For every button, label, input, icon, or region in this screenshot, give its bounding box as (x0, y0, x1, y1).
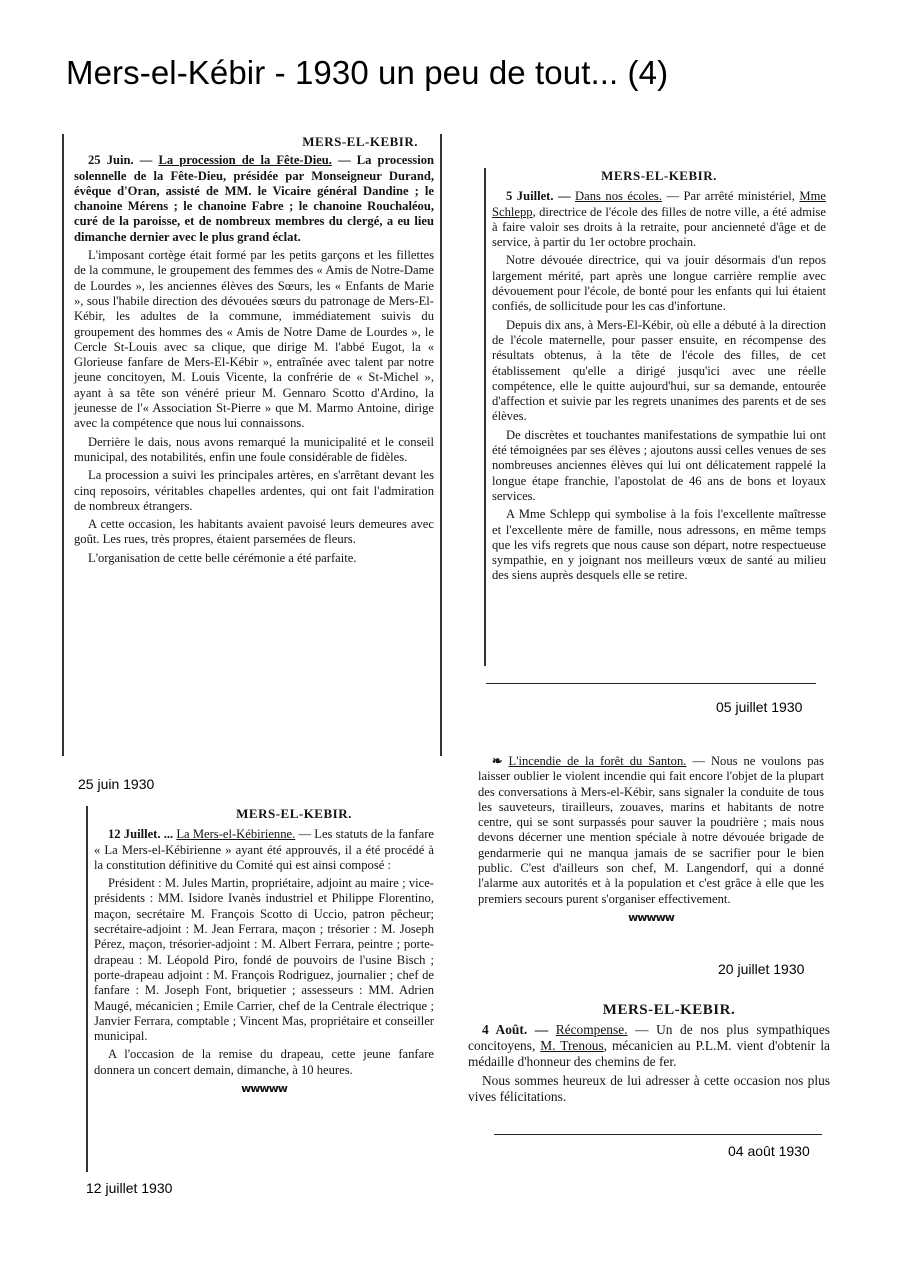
clipping-subject: La Mers-el-Kébirienne. (176, 827, 296, 842)
clipping-incendie (478, 754, 824, 960)
clipping-paragraph: — Nous ne voulons pas laisser oublier le violent incendie qui fait encore l'objet de la plupart des conversations à Mers-el-Kébir, sans signaler la conduite de tous les sauveteurs, tirailleurs, zouaves, marins et habitants de notre centre, qui se sont surpassés pour sauver la poudrière ; mais nous devons décerner une mention spéciale à notre dévouée brigade de gendarmerie qui ne manqua jamais de se sacrifier pour le bien public. C'est d'ailleurs son chef, M. Langendorf, qui a donné l'alarme aux autorités et à la population et c'est grâce à elle que les premiers secours purent s'organiser effectivement. (478, 754, 824, 906)
clipping-subject: La procession de la Fête-Dieu. (158, 153, 332, 168)
clipping-paragraph: Derrière le dais, nous avons remarqué la municipalité et le conseil municipal, des notabilités, enfin une foule considérable de fidèles. (74, 434, 434, 464)
page-title: Mers-el-Kébir - 1930 un peu de tout... (4) (66, 54, 669, 91)
clipping-text: — Par arrêté ministériel, (666, 189, 795, 204)
clipping-date-caption: 04 août 1930 (728, 1143, 810, 1159)
clipping-date-caption: 20 juillet 1930 (718, 961, 805, 977)
ornament-icon: wwwww (628, 910, 674, 924)
ornament-icon: wwwww (241, 1082, 287, 1096)
clipping-paragraph: A l'occasion de la remise du drapeau, cette jeune fanfare donnera un concert demain, dimanche, à 10 heures. (94, 1047, 434, 1077)
clipping-name: M. Trenous (540, 1038, 604, 1053)
clipping-paragraph: Président : M. Jules Martin, propriétaire, adjoint au maire ; vice-présidents : MM. Isidore Ivanès industriel et Philippe Florentino, maçon, secrétaire M. François Scotto di Uccio, patron pêcheur; secrétaire-adjoint : M. Jean Ferrara, maçon ; trésorier : M. Joseph Pérez, maçon, trésorier-adjoint : M. Albert Ferrara, peintre ; porte-drapeau : M. Léopold Piro, fondé de pouvoirs de l'usine Bisch ; porte-drapeau adjoint : M. François Rodriguez, journalier ; chef de fanfare : M. Joseph Font, briquetier ; assesseurs : MM. Adrien Maugé, mécanicien ; Emile Carrier, chef de la Centrale électrique ; Janvier Ferrara, comptable ; Vincent Mas, propriétaire et conseiller municipal. (94, 876, 434, 1044)
clipping-date: 12 Juillet. ... (108, 827, 174, 842)
clipping-date: 4 Août. — (482, 1022, 549, 1037)
clipping-paragraph: Notre dévouée directrice, qui va jouir désormais d'un repos largement mérité, part après une longue carrière remplie avec dévouement pour l'école, de bonté pour les enfants qui lui étaient confiés, de sollicitude pour les cas d'infortune. (492, 253, 826, 314)
clipping-date: 5 Juillet. — (506, 189, 571, 204)
clipping-header: MERS-EL-KEBIR. (601, 168, 717, 183)
clipping-ecoles (484, 168, 826, 666)
clipping-paragraph: L'imposant cortège était formé par les petits garçons et les fillettes de la commune, le groupement des femmes des « Amis de Notre-Dame de Lourdes », les anciennes élèves des Sœurs, les « Enfants de Marie », sous l'habile direction des dévouées sœurs du patronage de Mers-El-Kébir, les adultes de la commune, immédiatement suivis du groupement des hommes des « Amis de Notre Dame de Lourdes », le Cercle St-Louis avec sa clique, que dirige M. l'abbé Eugot, la « Glorieuse fanfare de Mers-El-Kébir », entraînée avec talent par notre jeune concitoyen, M. Louis Vicente, la confrérie de « St-Michel », ayant à sa tête son vénéré prieur M. Gennaro Scotto d'Ardino, la jeunesse de l'« Association St-Pierre » que M. Marmo Antoine, dirige avec la compétence que nous lui connaissons. (74, 248, 434, 431)
clipping-paragraph: Nous sommes heureux de lui adresser à cette occasion nos plus vives félicitations. (468, 1073, 830, 1104)
clipping-paragraph: A cette occasion, les habitants avaient pavoisé leurs demeures avec goût. Les rues, très propres, étaient parsemées de fleurs. (74, 517, 434, 547)
clipping-paragraph: Depuis dix ans, à Mers-El-Kébir, où elle a débuté à la direction de l'école maternelle, pour passer ensuite, en récompense des résultats obtenus, à la tête de l'école des filles, de cet établissement qu'elle a dirigé jusqu'ici avec une réelle compétence, elle le quitte aujourd'hui, sur sa demande, entourée d'affection et suivie par les regrets unanimes des parents et de ses élèves. (492, 317, 826, 424)
clipping-subject: Récompense. (555, 1022, 628, 1037)
clipping-text: , mécanicien au P.L.M. vient d'obtenir la médaille d'honneur des chemins de fer. (468, 1038, 830, 1069)
clipping-paragraph: La procession a suivi les principales artères, en s'arrêtant devant les cinq reposoirs, véritables chapelles ardentes, qui ont fait l'admiration de nombreux étrangers. (74, 468, 434, 513)
clipping-paragraph: De discrètes et touchantes manifestations de sympathie lui ont été témoignées par ses élèves ; ajoutons aussi celles venues de ses nombreuses anciennes élèves qui lui ont délicatement rappelé la longue étape franchie, l'apostolat de 46 ans de bons et loyaux services. (492, 427, 826, 503)
clipping-header: MERS-EL-KEBIR. (302, 134, 418, 149)
clipping-date-caption: 05 juillet 1930 (716, 699, 803, 715)
clipping-subject: L'incendie de la forêt du Santon. (508, 754, 687, 768)
clipping-text: — Un de nos plus sympathiques concitoyens, (468, 1022, 830, 1053)
clipping-date-caption: 12 juillet 1930 (86, 1180, 173, 1196)
clipping-paragraph: L'organisation de cette belle cérémonie a été parfaite. (88, 550, 357, 565)
clipping-date-caption: 25 juin 1930 (78, 776, 155, 792)
clipping-fete-dieu (62, 134, 442, 756)
clipping-divider (494, 1134, 822, 1135)
clipping-header: MERS-EL-KEBIR. (602, 1002, 736, 1018)
clipping-divider (486, 683, 816, 684)
clipping-text: , directrice de l'école des filles de notre ville, a été admise à faire valoir ses droits à la retraite, pour ancienneté d'âge et de service, à partir du 1er octobre prochain. (492, 204, 826, 250)
clipping-fanfare (86, 806, 434, 1172)
bullet-icon: ❧ (492, 754, 509, 768)
clipping-date: 25 Juin. — (88, 153, 153, 168)
clipping-paragraph: — La procession solennelle de la Fête-Dieu, présidée par Monseigneur Durand, évêque d'Oran, assisté de MM. le Vicaire général Dandine ; le chanoine Mérens ; le chanoine Fabre ; le chanoine Rouchaléou, curé de la paroisse, et de nombreux membres du clergé, a eu lieu dimanche dernier avec le plus grand éclat. (74, 153, 435, 244)
clipping-subject: Dans nos écoles. (575, 189, 662, 204)
clipping-header: MERS-EL-KEBIR. (236, 806, 352, 821)
clipping-recompense (468, 1002, 830, 1132)
clipping-paragraph: A Mme Schlepp qui symbolise à la fois l'excellente maîtresse et l'excellente mère de famille, nous adressons, en même temps que les vifs regrets que nous cause son départ, notre respectueuse sympathie, en y joignant nos meilleurs vœux de santé au milieu des siens auprès desquels elle se retire. (492, 507, 826, 583)
clipping-name: Mme Schlepp (492, 189, 827, 219)
clipping-paragraph: — Les statuts de la fanfare « La Mers-el-Kébirienne » ayant été approuvés, il a été procédé à la constitution définitive du Comité qui est ainsi composé : (94, 827, 434, 872)
